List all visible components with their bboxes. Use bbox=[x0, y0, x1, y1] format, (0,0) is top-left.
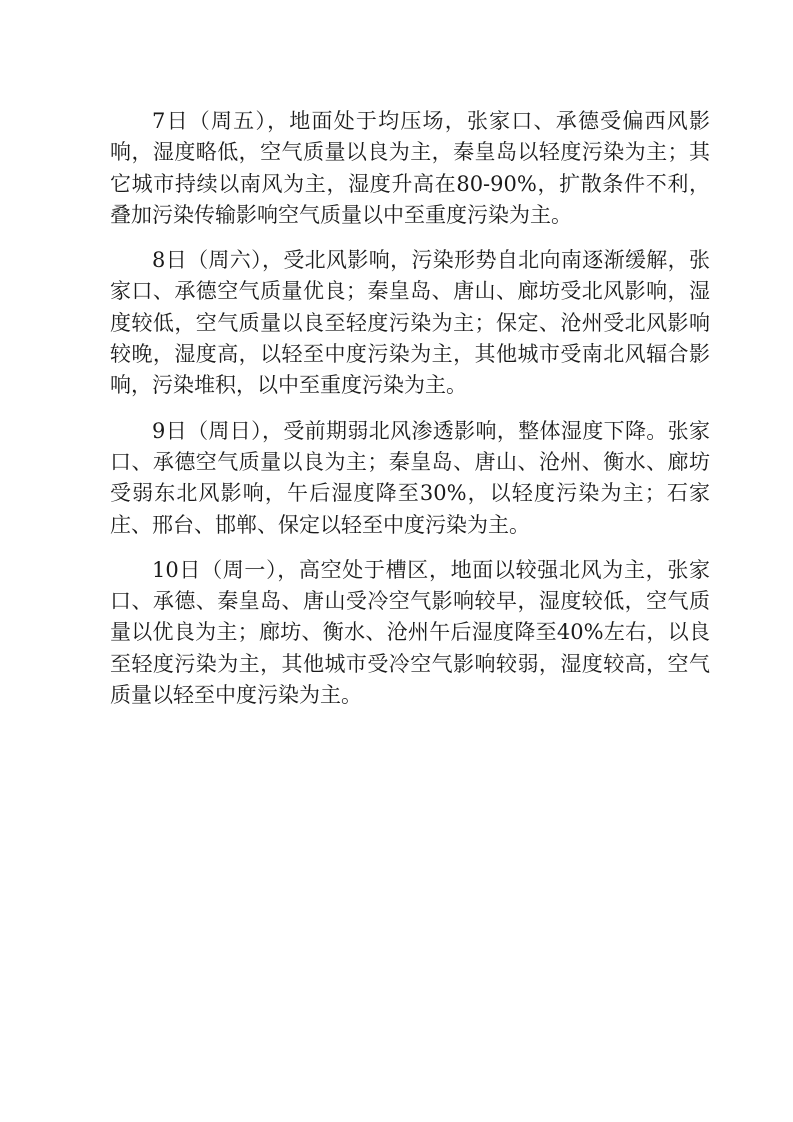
document-body bbox=[110, 106, 710, 725]
paragraph-day-8: 8日（周六），受北风影响，污染形势自北向南逐渐缓解，张家口、承德空气质量优良；秦皇岛、唐山、廊坊受北风影响，湿度较低，空气质量以良至轻度污染为主；保定、沧州受北风影响较晚，湿度高，以轻至中度污染为主，其他城市受南北风辐合影响，污染堆积，以中至重度污染为主。 bbox=[110, 248, 710, 398]
paragraph-day-7: 7日（周五），地面处于均压场，张家口、承德受偏西风影响，湿度略低，空气质量以良为主，秦皇岛以轻度污染为主；其它城市持续以南风为主，湿度升高在80-90%，扩散条件不利，叠加污染传输影响空气质量以中至重度污染为主。 bbox=[110, 109, 710, 227]
paragraph-day-9: 9日（周日），受前期弱北风渗透影响，整体湿度下降。张家口、承德空气质量以良为主；秦皇岛、唐山、沧州、衡水、廊坊受弱东北风影响，午后湿度降至30%，以轻度污染为主；石家庄、邢台、邯郸、保定以轻至中度污染为主。 bbox=[110, 418, 710, 537]
paragraph-day-10: 10日（周一），高空处于槽区，地面以较强北风为主，张家口、承德、秦皇岛、唐山受冷空气影响较早，湿度较低，空气质量以优良为主；廊坊、衡水、沧州午后湿度降至40%左右，以良至轻度污染为主，其他城市受冷空气影响较弱，湿度较高，空气质量以轻至中度污染为主。 bbox=[110, 557, 710, 708]
